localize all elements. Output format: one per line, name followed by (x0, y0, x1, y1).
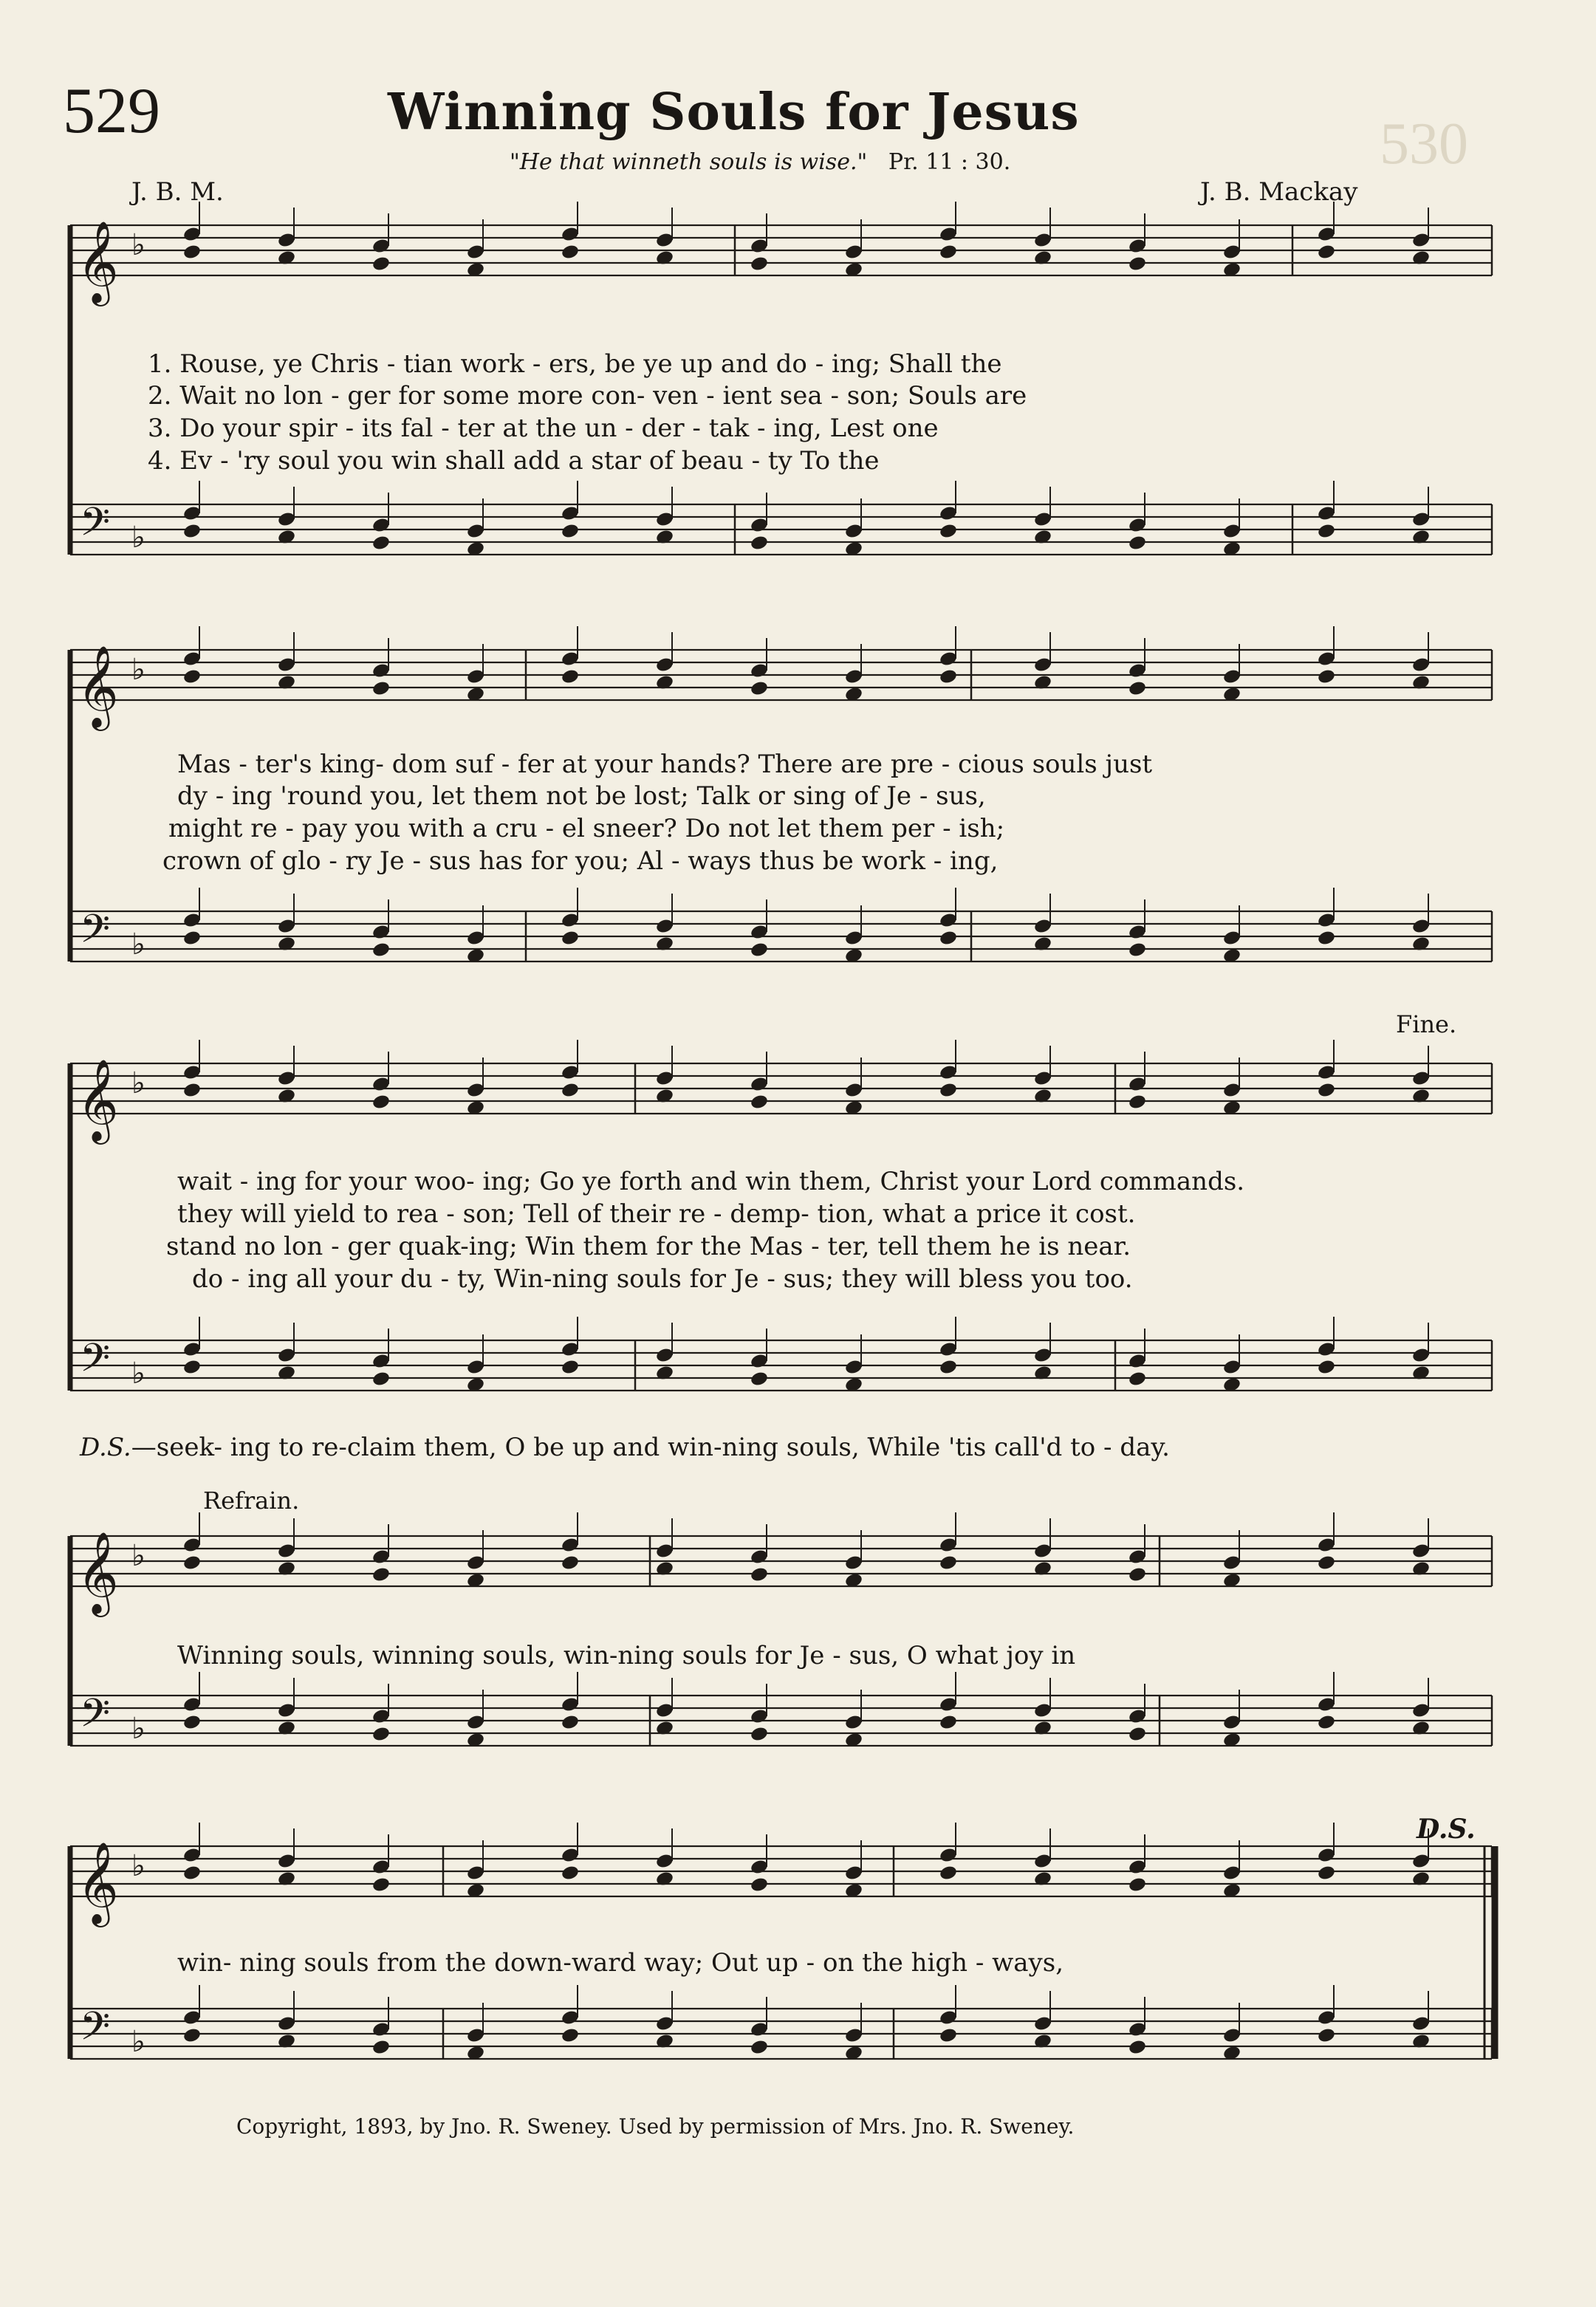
note-head (939, 1554, 958, 1571)
note-head (1317, 1714, 1336, 1731)
note-head (750, 942, 769, 959)
note-head (750, 1371, 769, 1388)
note-head (939, 1082, 958, 1099)
copyright-notice: Copyright, 1893, by Jno. R. Sweney. Used by permission of Mrs. Jno. R. Sweney. (236, 2114, 1075, 2139)
note-head (371, 256, 391, 272)
note-head (1128, 535, 1147, 552)
system1-treble-clef-icon: 𝄞 (77, 220, 119, 303)
system2-verse4-lyric: crown of glo - ry Je - sus has for you; Al - ways thus be work - ing, (162, 846, 999, 876)
note-head (561, 1082, 580, 1099)
note-head (1128, 1876, 1147, 1893)
bleed-through-hymn-number: 530 (1380, 112, 1468, 176)
system1-bass-key-flat-icon: ♭ (131, 521, 145, 555)
system3-treble-clef-icon: 𝄞 (77, 1058, 119, 1141)
note-head (182, 1865, 202, 1882)
note-head (1128, 2039, 1147, 2056)
note-head (1317, 930, 1336, 947)
refrain-label: Refrain. (203, 1487, 300, 1515)
note-head (750, 1726, 769, 1743)
note-head (1317, 523, 1336, 540)
system1-verse4-lyric: 4. Ev - 'ry soul you win shall add a star of beau - ty To the (148, 446, 880, 476)
refrain-system1-bass-clef-icon: 𝄢 (80, 1691, 111, 1746)
system3-treble-key-flat-icon: ♭ (131, 1066, 145, 1100)
note-head (939, 2027, 958, 2044)
system1-verse3-lyric: 3. Do your spir - its fal - ter at the un - der - tak - ing, Lest one (148, 414, 939, 443)
note-head (371, 535, 391, 552)
note-head (371, 1566, 391, 1583)
refrain-lyric-line1: Winning souls, winning souls, win-ning souls for Je - sus, O what joy in (177, 1641, 1076, 1670)
note-head (750, 680, 769, 697)
system3-bass-clef-icon: 𝄢 (80, 1336, 111, 1391)
note-head (371, 1371, 391, 1388)
note-head (182, 1554, 202, 1571)
note-head (561, 930, 580, 947)
refrain-system2-treble-key-flat-icon: ♭ (131, 1849, 145, 1883)
note-head (182, 1359, 202, 1376)
note-head (1128, 942, 1147, 959)
refrain-system1-treble-clef-icon: 𝄞 (77, 1531, 119, 1614)
note-head (561, 1554, 580, 1571)
note-head (1317, 1554, 1336, 1571)
note-head (939, 1865, 958, 1882)
scripture-citation: Pr. 11 : 30. (888, 149, 1011, 175)
note-head (1317, 244, 1336, 261)
note-head (939, 930, 958, 947)
note-head (371, 680, 391, 697)
system1-treble-key-flat-icon: ♭ (131, 228, 145, 262)
system2-bass-clef-icon: 𝄢 (80, 907, 111, 961)
note-head (182, 244, 202, 261)
ds-prefix: D.S. (80, 1433, 131, 1462)
system2-treble-key-flat-icon: ♭ (131, 653, 145, 687)
note-head (1317, 1865, 1336, 1882)
system3-verse4-lyric: do - ing all your du - ty, Win-ning souls for Je - sus; they will bless you too. (192, 1264, 1133, 1294)
note-head (939, 1714, 958, 1731)
system1-verse2-lyric: 2. Wait no lon - ger for some more con- ven - ient sea - son; Souls are (148, 381, 1027, 411)
scripture-quote: "He that winneth souls is wise." (510, 149, 868, 175)
note-head (750, 2039, 769, 2056)
note-head (561, 1359, 580, 1376)
note-head (939, 1359, 958, 1376)
refrain-system2-bass-key-flat-icon: ♭ (131, 2025, 145, 2059)
note-head (182, 523, 202, 540)
refrain-system1-treble-key-flat-icon: ♭ (131, 1539, 145, 1573)
note-head (182, 668, 202, 685)
system2-verse1-lyric: Mas - ter's king- dom suf - fer at your hands? There are pre - cious souls just (177, 750, 1153, 779)
ds-lyric-text: —seek- ing to re-claim them, O be up and win-ning souls, While 'tis call'd to - day. (131, 1433, 1170, 1462)
lyricist-credit: J. B. M. (131, 177, 224, 207)
note-head (750, 1566, 769, 1583)
note-head (1317, 1082, 1336, 1099)
composer-credit: J. B. Mackay (1200, 177, 1358, 207)
refrain-system1-bass-key-flat-icon: ♭ (131, 1712, 145, 1746)
system1-verse1-lyric: 1. Rouse, ye Chris - tian work - ers, be ye up and do - ing; Shall the (148, 349, 1002, 379)
system3-verse3-lyric: stand no lon - ger quak-ing; Win them for the Mas - ter, tell them he is near. (166, 1232, 1131, 1261)
note-head (561, 1865, 580, 1882)
note-head (561, 2027, 580, 2044)
note-head (1128, 680, 1147, 697)
note-head (1317, 1359, 1336, 1376)
note-head (561, 1714, 580, 1731)
note-head (939, 668, 958, 685)
refrain-lyric-line2: win- ning souls from the down-ward way; Out up - on the high - ways, (177, 1948, 1064, 1978)
note-head (561, 668, 580, 685)
system2-treble-clef-icon: 𝄞 (77, 645, 119, 727)
refrain-system2-bass-clef-icon: 𝄢 (80, 2004, 111, 2059)
note-head (750, 256, 769, 272)
fine-mark: Fine. (1396, 1010, 1457, 1038)
system3-bass-key-flat-icon: ♭ (131, 1357, 145, 1391)
system2-verse3-lyric: might re - pay you with a cru - el sneer? Do not let them per - ish; (168, 814, 1005, 843)
note-head (750, 1876, 769, 1893)
system2-bass-key-flat-icon: ♭ (131, 928, 145, 961)
note-head (1128, 1726, 1147, 1743)
note-head (182, 930, 202, 947)
system1-bass-clef-icon: 𝄢 (80, 500, 111, 555)
ds-end-mark: D.S. (1417, 1814, 1476, 1845)
note-head (371, 1876, 391, 1893)
system2-verse2-lyric: dy - ing 'round you, let them not be lost; Talk or sing of Je - sus, (177, 781, 986, 811)
note-head (182, 1714, 202, 1731)
note-head (371, 1094, 391, 1111)
note-head (1128, 1371, 1147, 1388)
refrain-system2-treble-clef-icon: 𝄞 (77, 1841, 119, 1924)
note-head (939, 523, 958, 540)
note-head (1128, 256, 1147, 272)
note-head (750, 535, 769, 552)
note-head (371, 942, 391, 959)
hymn-title: Winning Souls for Jesus (388, 83, 1080, 142)
note-head (561, 523, 580, 540)
dal-segno-lyric (80, 1433, 1170, 1462)
system3-verse1-lyric: wait - ing for your woo- ing; Go ye forth and win them, Christ your Lord commands. (177, 1167, 1245, 1196)
hymn-number: 529 (63, 75, 160, 147)
note-head (939, 244, 958, 261)
note-head (371, 1726, 391, 1743)
note-head (182, 2027, 202, 2044)
note-head (371, 2039, 391, 2056)
note-head (182, 1082, 202, 1099)
note-head (1128, 1094, 1147, 1111)
note-head (561, 244, 580, 261)
note-head (1317, 668, 1336, 685)
note-head (1128, 1566, 1147, 1583)
note-head (750, 1094, 769, 1111)
note-head (1317, 2027, 1336, 2044)
system3-verse2-lyric: they will yield to rea - son; Tell of their re - demp- tion, what a price it cost. (177, 1199, 1136, 1229)
